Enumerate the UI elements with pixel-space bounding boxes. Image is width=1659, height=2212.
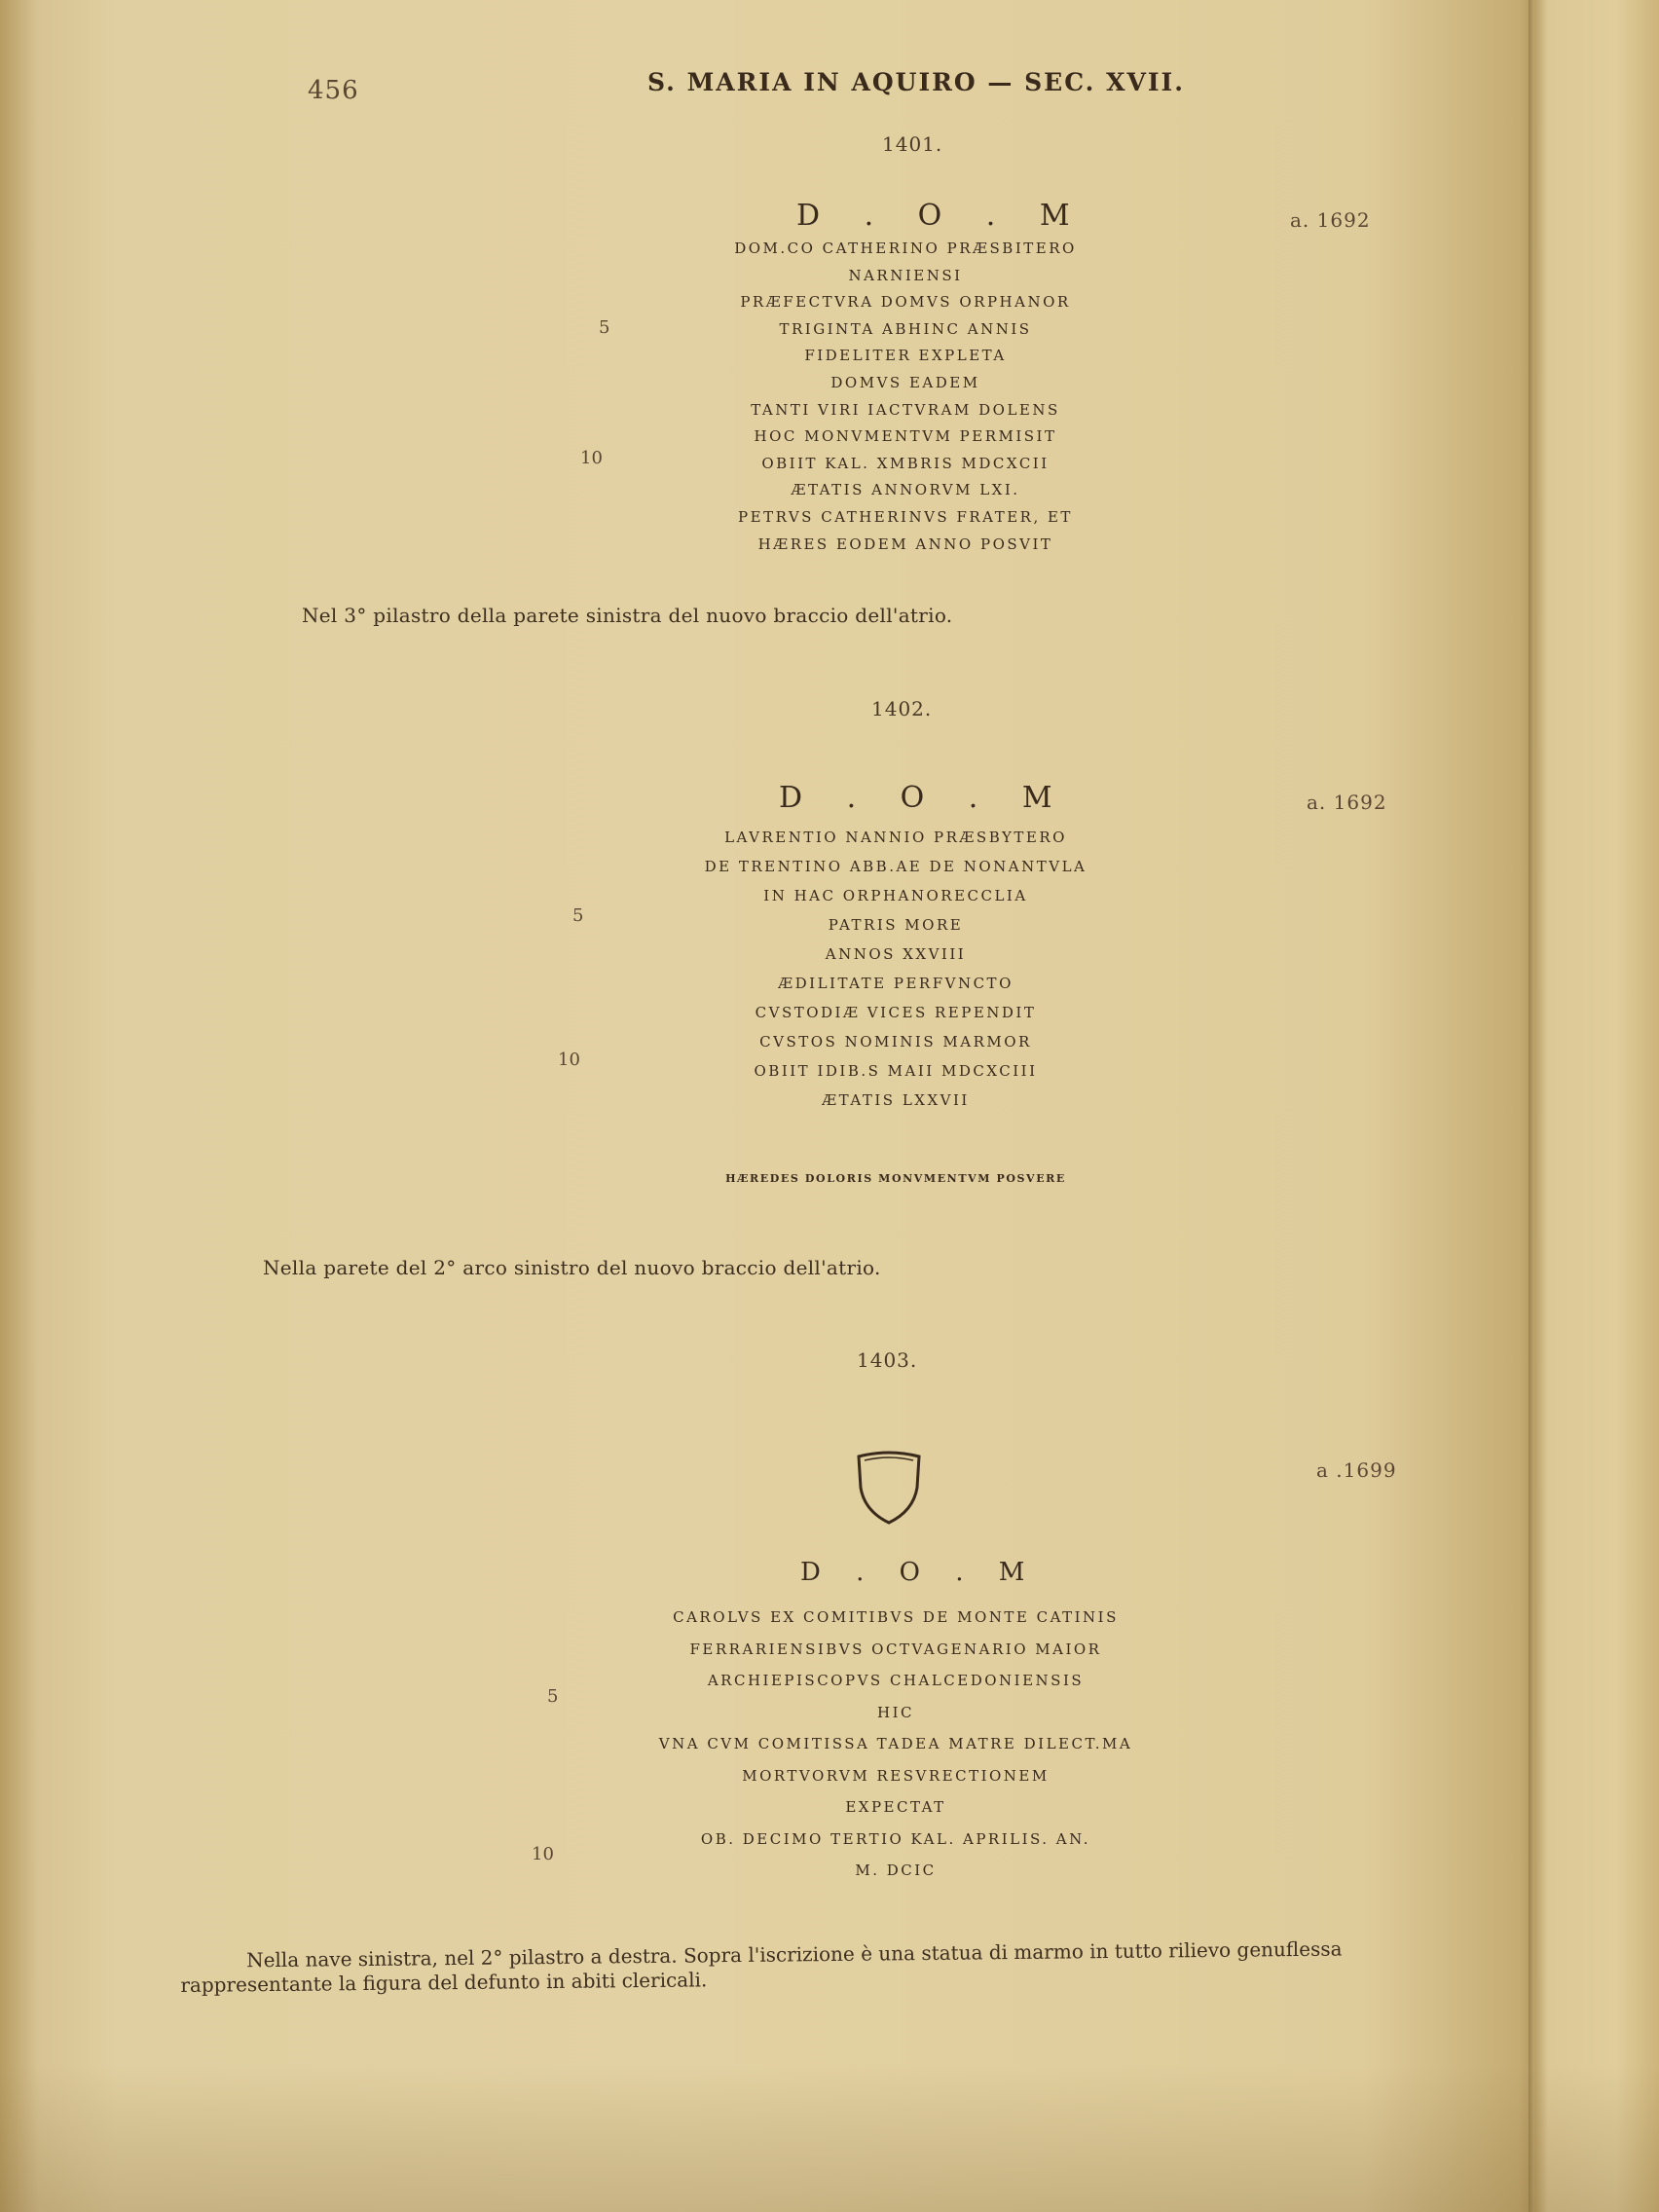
inscription-footer-line: HÆREDES DOLORIS MONVMENTVM POSVERE: [725, 1172, 1066, 1185]
inscription-line: FERRARIENSIBVS OCTVAGENARIO MAIOR: [689, 1640, 1102, 1658]
inscription-line: M. DCIC: [855, 1862, 937, 1879]
line-marker: 5: [547, 1686, 559, 1707]
inscription-line: DOM.CO CATHERINO PRÆSBITERO: [734, 240, 1077, 257]
inscription-line: ÆTATIS LXXVII: [822, 1091, 970, 1109]
inscription-line: CVSTOS NOMINIS MARMOR: [759, 1033, 1032, 1051]
inscription-date: a .1699: [1316, 1458, 1397, 1482]
dom-heading: D . O . M: [796, 199, 1088, 233]
inscription-date: a. 1692: [1290, 208, 1371, 232]
inscription-line: ANNOS XXVIII: [825, 945, 967, 963]
caption-line: Nella nave sinistra, nel 2° pilastro a destra. Sopra l'iscrizione è una statua di marmo in tutto rilievo genuflessa: [245, 1936, 1343, 1972]
inscription-line: PRÆFECTVRA DOMVS ORPHANOR: [740, 293, 1071, 312]
inscription-line: DE TRENTINO ABB.AE DE NONANTVLA: [704, 858, 1088, 875]
line-marker: 10: [532, 1844, 554, 1864]
inscription-line: TANTI VIRI IACTVRAM DOLENS: [751, 400, 1060, 419]
inscription-line: LAVRENTIO NANNIO PRÆSBYTERO: [724, 829, 1067, 846]
inscription-line: ÆDILITATE PERFVNCTO: [778, 975, 1014, 992]
inscription-line: CAROLVS EX COMITIBVS DE MONTE CATINIS: [673, 1608, 1119, 1626]
inscription-caption: Nella parete del 2° arco sinistro del nuovo braccio dell'atrio.: [263, 1256, 881, 1279]
inscription-line: HÆRES EODEM ANNO POSVIT: [757, 535, 1053, 553]
entry-number: 1401.: [882, 132, 943, 156]
inscription-line: OBIIT IDIB.S MAII MDCXCIII: [754, 1062, 1038, 1080]
entry-number: 1403.: [857, 1348, 918, 1372]
inscription-line: PETRVS CATHERINVS FRATER, ET: [738, 507, 1073, 526]
inscription-date: a. 1692: [1307, 791, 1387, 814]
page-number: 456: [308, 76, 359, 105]
inscription-text: [672, 823, 1120, 1115]
entry-number: 1402.: [871, 697, 933, 720]
inscription-line: VNA CVM COMITISSA TADEA MATRE DILECT.MA: [658, 1735, 1133, 1752]
dom-heading: D . O . M: [800, 1558, 1039, 1587]
line-marker: 10: [558, 1050, 580, 1070]
book-gutter: [1529, 0, 1534, 2212]
inscription-line: NARNIENSI: [848, 266, 963, 284]
inscription-line: CVSTODIÆ VICES REPENDIT: [755, 1004, 1037, 1021]
inscription-line: IN HAC ORPHANORECCLIA: [763, 887, 1028, 904]
inscription-caption: Nel 3° pilastro della parete sinistra del nuovo braccio dell'atrio.: [302, 604, 953, 627]
running-head: [0, 68, 1659, 107]
inscription-line: OB. DECIMO TERTIO KAL. APRILIS. AN.: [700, 1829, 1091, 1848]
inscription-line: OBIIT KAL. XMBRIS MDCXCII: [761, 454, 1050, 472]
line-marker: 5: [572, 905, 584, 926]
dom-heading: D . O . M: [779, 781, 1070, 815]
page-title: S. MARIA IN AQUIRO — SEC. XVII.: [647, 68, 1185, 96]
inscription-line: TRIGINTA ABHINC ANNIS: [779, 319, 1032, 338]
inscription-line: DOMVS EADEM: [830, 373, 980, 391]
inscription-line: HOC MONVMENTVM PERMISIT: [754, 427, 1057, 446]
inscription-line: FIDELITER EXPLETA: [804, 347, 1007, 365]
page-shadow: [0, 2064, 1659, 2212]
inscription-line: ARCHIEPISCOPVS CHALCEDONIENSIS: [707, 1672, 1085, 1689]
inscription-line: EXPECTAT: [845, 1798, 946, 1816]
inscription-line: ÆTATIS ANNORVM LXI.: [791, 481, 1020, 499]
inscription-text: [672, 236, 1139, 558]
inscription-line: MORTVORVM RESVRECTIONEM: [742, 1766, 1050, 1785]
line-marker: 10: [580, 448, 603, 468]
coat-of-arms-shield-icon: [855, 1449, 923, 1525]
inscription-text: [584, 1602, 1207, 1887]
inscription-line: HIC: [877, 1703, 914, 1721]
inscription-line: PATRIS MORE: [828, 916, 964, 934]
line-marker: 5: [599, 317, 610, 338]
caption-line: rappresentante la figura del defunto in abiti clericali.: [180, 1968, 708, 1997]
